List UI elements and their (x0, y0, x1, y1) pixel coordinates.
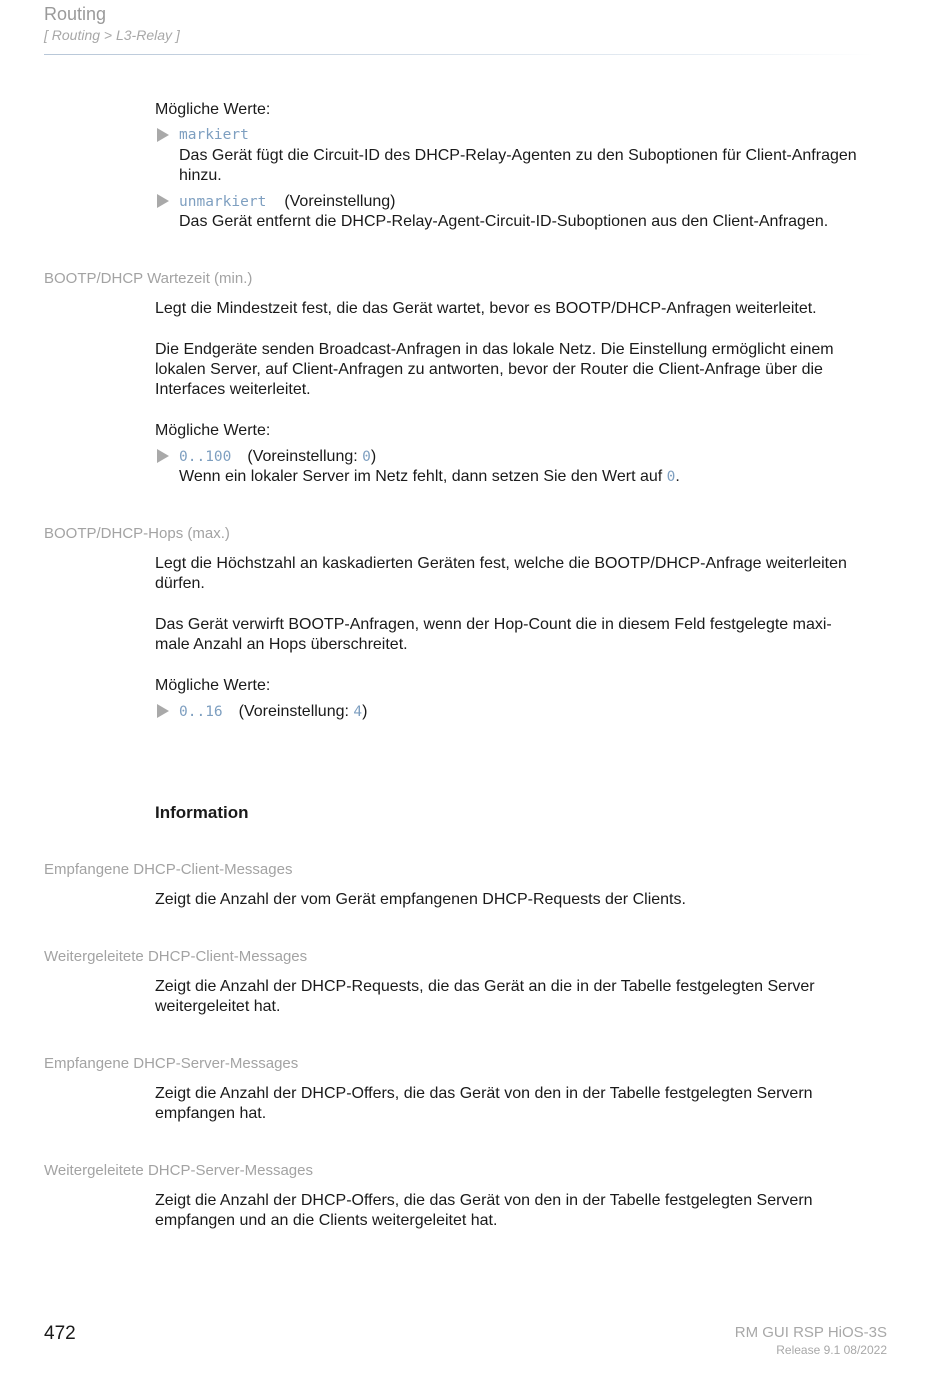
bullet-triangle-icon (157, 128, 169, 142)
description-text: Zeigt die Anzahl der DHCP-Offers, die das Gerät von den in der Tabelle festgelegten Servern (155, 1085, 813, 1102)
description-text: Zeigt die Anzahl der DHCP-Offers, die das Gerät von den in der Tabelle festgelegten Servern (155, 1192, 813, 1209)
option-value-unmarkiert: unmarkiert (179, 194, 267, 210)
option-description: Das Gerät fügt die Circuit-ID des DHCP-Relay-Agenten zu den Suboptionen für Client-Anfragen (179, 147, 857, 164)
description-text: dürfen. (155, 575, 205, 592)
description-text: lokalen Server, auf Client-Anfragen zu antworten, bevor der Router die Client-Anfrage über die (155, 361, 823, 378)
default-prefix: (Voreinstellung: (238, 703, 354, 720)
description-text: Legt die Höchstzahl an kaskadierten Geräten fest, welche die BOOTP/DHCP-Anfrage weiterleiten (155, 555, 847, 572)
field-label: BOOTP/DHCP-Hops (max.) (44, 525, 230, 542)
page-number: 472 (44, 1323, 76, 1344)
value-range: 0..100 (179, 449, 232, 465)
option-description: Das Gerät entfernt die DHCP-Relay-Agent-Circuit-ID-Suboptionen aus den Client-Anfragen. (179, 213, 829, 230)
option-value-markiert: markiert (179, 127, 249, 143)
field-label: Empfangene DHCP-Server-Messages (44, 1055, 299, 1072)
description-text: weitergeleitet hat. (155, 998, 281, 1015)
value-range: 0..16 (179, 704, 223, 720)
field-label: Empfangene DHCP-Client-Messages (44, 861, 293, 878)
description-text: Das Gerät verwirft BOOTP-Anfragen, wenn der Hop-Count die in diesem Feld festgelegte maxi- (155, 616, 832, 633)
default-note: (Voreinstellung) (284, 193, 396, 210)
default-suffix: ) (362, 703, 368, 720)
default-value: 4 (353, 704, 363, 720)
value-range-line (179, 447, 376, 468)
note-line (179, 467, 680, 488)
footer-product: RM GUI RSP HiOS-3S (734, 1324, 887, 1341)
option-line (179, 192, 395, 213)
note-value: 0 (666, 469, 676, 485)
default-suffix: ) (370, 448, 377, 465)
option-description: hinzu. (179, 167, 222, 184)
note-text: Wenn ein lokaler Server im Netz fehlt, dann setzen Sie den Wert auf (179, 468, 667, 485)
description-text: Zeigt die Anzahl der vom Gerät empfangenen DHCP-Requests der Clients. (155, 891, 686, 908)
description-text: Zeigt die Anzahl der DHCP-Requests, die das Gerät an die in der Tabelle festgelegten Server (155, 978, 815, 995)
footer-release: Release 9.1 08/2022 (776, 1343, 887, 1357)
header-divider (44, 54, 874, 55)
description-text: empfangen und an die Clients weitergeleitet hat. (155, 1212, 498, 1229)
default-prefix: (Voreinstellung: (247, 448, 363, 465)
field-label: Weitergeleitete DHCP-Server-Messages (44, 1162, 313, 1179)
possible-values-label: Mögliche Werte: (155, 422, 271, 439)
bullet-triangle-icon (157, 704, 169, 718)
field-label: Weitergeleitete DHCP-Client-Messages (44, 948, 308, 965)
page-header-title: Routing (44, 4, 107, 24)
description-text: Die Endgeräte senden Broadcast-Anfragen in das lokale Netz. Die Einstellung ermöglicht einem (155, 341, 834, 358)
description-text: Legt die Mindestzeit fest, die das Gerät wartet, bevor es BOOTP/DHCP-Anfragen weiterleitet. (155, 300, 817, 317)
note-suffix: . (675, 468, 680, 485)
default-value: 0 (362, 449, 371, 465)
field-label: BOOTP/DHCP Wartezeit (min.) (44, 270, 253, 287)
section-heading-information: Information (155, 803, 249, 822)
description-text: empfangen hat. (155, 1105, 267, 1122)
description-text: Interfaces weiterleitet. (155, 381, 311, 398)
bullet-triangle-icon (157, 449, 169, 463)
possible-values-label: Mögliche Werte: (155, 677, 271, 694)
breadcrumb: [ Routing > L3-Relay ] (44, 27, 180, 43)
value-range-line (179, 702, 367, 723)
description-text: male Anzahl an Hops überschreitet. (155, 636, 408, 653)
bullet-triangle-icon (157, 194, 169, 208)
possible-values-label: Mögliche Werte: (155, 101, 271, 118)
